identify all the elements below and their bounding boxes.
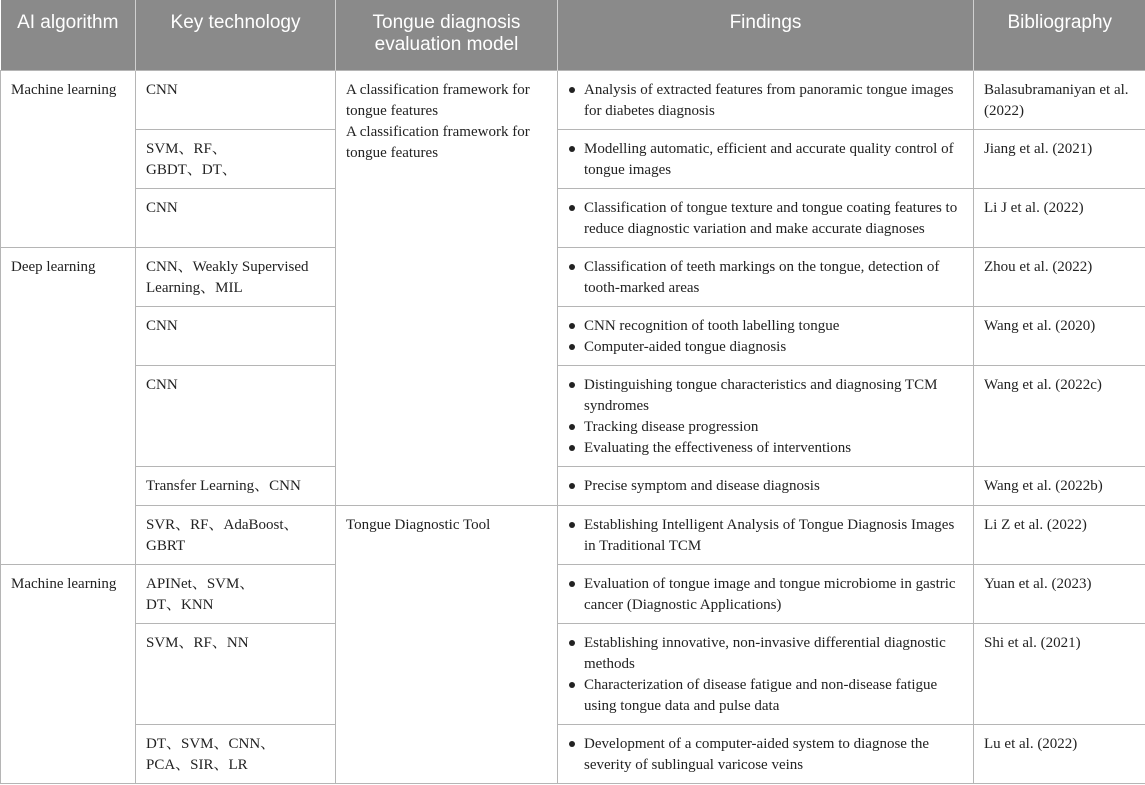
header-ai-algorithm: AI algorithm <box>1 0 136 70</box>
findings-list <box>568 734 963 776</box>
key-technology-cell: SVM、RF、NN <box>136 623 336 724</box>
findings-list <box>568 198 963 240</box>
findings-list <box>568 375 963 459</box>
finding-item: Establishing innovative, non-invasive differential diagnostic methods <box>568 633 963 675</box>
table-header <box>1 0 1145 70</box>
finding-item: Modelling automatic, efficient and accurate quality control of tongue images <box>568 139 963 181</box>
findings-list <box>568 633 963 717</box>
findings-list <box>568 574 963 616</box>
finding-item: Evaluation of tongue image and tongue microbiome in gastric cancer (Diagnostic Applications) <box>568 574 963 616</box>
table-row <box>1 188 1145 247</box>
bibliography-cell: Balasubramaniyan et al. (2022) <box>974 70 1145 129</box>
header-evaluation-model: Tongue diagnosis evaluation model <box>336 0 558 70</box>
table-row <box>1 505 1145 564</box>
bibliography-cell: Wang et al. (2022c) <box>974 365 1145 466</box>
findings-list <box>568 139 963 181</box>
findings-list <box>568 80 963 122</box>
bibliography-cell: Yuan et al. (2023) <box>974 564 1145 623</box>
header-bibliography: Bibliography <box>974 0 1145 70</box>
finding-item: Classification of teeth markings on the tongue, detection of tooth-marked areas <box>568 257 963 299</box>
header-findings: Findings <box>558 0 974 70</box>
table-row <box>1 129 1145 188</box>
evaluation-model-cell: Tongue Diagnostic Tool <box>336 505 558 783</box>
table-body <box>1 70 1145 783</box>
findings-list <box>568 316 963 358</box>
key-technology-cell: CNN <box>136 188 336 247</box>
bibliography-cell: Jiang et al. (2021) <box>974 129 1145 188</box>
table-row <box>1 365 1145 466</box>
findings-list <box>568 515 963 557</box>
findings-cell <box>558 466 974 505</box>
finding-item: Evaluating the effectiveness of interventions <box>568 438 963 459</box>
bibliography-cell: Li J et al. (2022) <box>974 188 1145 247</box>
findings-cell <box>558 505 974 564</box>
finding-item: Development of a computer-aided system to diagnose the severity of sublingual varicose veins <box>568 734 963 776</box>
finding-item: Computer-aided tongue diagnosis <box>568 337 963 358</box>
key-technology-cell: SVR、RF、AdaBoost、GBRT <box>136 505 336 564</box>
finding-item: Classification of tongue texture and tongue coating features to reduce diagnostic variation and make accurate diagnoses <box>568 198 963 240</box>
findings-list <box>568 257 963 299</box>
key-technology-cell: Transfer Learning、CNN <box>136 466 336 505</box>
key-technology-cell: APINet、SVM、 DT、KNN <box>136 564 336 623</box>
key-technology-cell: SVM、RF、 GBDT、DT、 <box>136 129 336 188</box>
finding-item: Establishing Intelligent Analysis of Tongue Diagnosis Images in Traditional TCM <box>568 515 963 557</box>
key-technology-cell: CNN <box>136 365 336 466</box>
ai-algorithm-cell: Machine learning <box>1 564 136 783</box>
ai-algorithm-cell: Deep learning <box>1 247 136 564</box>
bibliography-cell: Wang et al. (2022b) <box>974 466 1145 505</box>
findings-cell <box>558 623 974 724</box>
findings-list <box>568 476 963 497</box>
key-technology-cell: CNN <box>136 70 336 129</box>
table-row <box>1 564 1145 623</box>
findings-cell <box>558 247 974 306</box>
table-row <box>1 724 1145 783</box>
findings-cell <box>558 564 974 623</box>
finding-item: Distinguishing tongue characteristics and diagnosing TCM syndromes <box>568 375 963 417</box>
findings-cell <box>558 188 974 247</box>
finding-item: Analysis of extracted features from panoramic tongue images for diabetes diagnosis <box>568 80 963 122</box>
table-row <box>1 623 1145 724</box>
finding-item: Characterization of disease fatigue and non-disease fatigue using tongue data and pulse data <box>568 675 963 717</box>
finding-item: Tracking disease progression <box>568 417 963 438</box>
table-row <box>1 466 1145 505</box>
bibliography-cell: Li Z et al. (2022) <box>974 505 1145 564</box>
bibliography-cell: Shi et al. (2021) <box>974 623 1145 724</box>
findings-cell <box>558 70 974 129</box>
key-technology-cell: DT、SVM、CNN、 PCA、SIR、LR <box>136 724 336 783</box>
bibliography-cell: Zhou et al. (2022) <box>974 247 1145 306</box>
findings-cell <box>558 306 974 365</box>
finding-item: CNN recognition of tooth labelling tongue <box>568 316 963 337</box>
table-row <box>1 247 1145 306</box>
table-row <box>1 70 1145 129</box>
findings-cell <box>558 129 974 188</box>
ai-algorithm-cell: Machine learning <box>1 70 136 247</box>
finding-item: Precise symptom and disease diagnosis <box>568 476 963 497</box>
bibliography-cell: Lu et al. (2022) <box>974 724 1145 783</box>
findings-cell <box>558 365 974 466</box>
header-key-technology: Key technology <box>136 0 336 70</box>
bibliography-cell: Wang et al. (2020) <box>974 306 1145 365</box>
evaluation-model-cell: A classification framework for tongue features A classification framework for tongue features <box>336 70 558 505</box>
key-technology-cell: CNN <box>136 306 336 365</box>
findings-cell <box>558 724 974 783</box>
table-row <box>1 306 1145 365</box>
key-technology-cell: CNN、Weakly Supervised Learning、MIL <box>136 247 336 306</box>
